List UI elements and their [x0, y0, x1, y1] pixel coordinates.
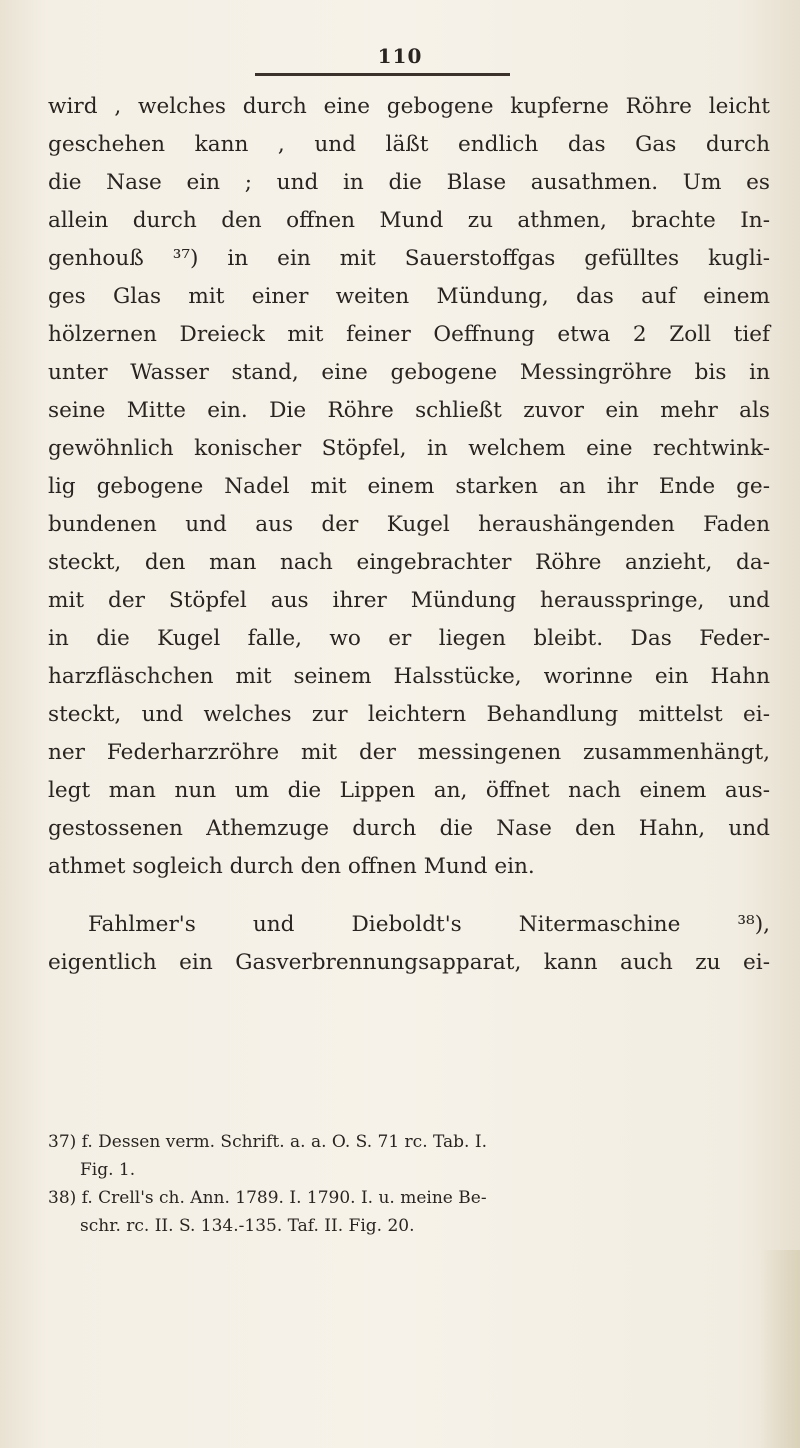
footnotes [48, 1128, 768, 1240]
text-line: allein durch den offnen Mund zu athmen, brachte In- [48, 208, 770, 233]
text-line: in die Kugel falle, wo er liegen bleibt. Das Feder- [48, 626, 770, 651]
text-line: ges Glas mit einer weiten Mündung, das auf einem [48, 284, 770, 309]
header-rule [255, 73, 510, 76]
text-line: ner Federharzröhre mit der messingenen zusammenhängt, [48, 740, 770, 765]
text-line: bundenen und aus der Kugel heraushängenden Faden [48, 512, 770, 537]
footnote-37-continuation: Fig. 1. [80, 1160, 136, 1180]
text-line: eigentlich ein Gasverbrennungsapparat, kann auch zu ei- [48, 950, 770, 975]
text-line: mit der Stöpfel aus ihrer Mündung herausspringe, und [48, 588, 770, 613]
text-line: steckt, und welches zur leichtern Behandlung mittelst ei- [48, 702, 770, 727]
text-line: wird , welches durch eine gebogene kupferne Röhre leicht [48, 94, 770, 119]
text-line: unter Wasser stand, eine gebogene Messingröhre bis in [48, 360, 770, 385]
paragraph-start-line: Fahlmer's und Dieboldt's Nitermaschine ³⁸), [88, 912, 770, 937]
footnote-38: 38) f. Crell's ch. Ann. 1789. I. 1790. I. u. meine Be- [48, 1188, 487, 1208]
text-line: hölzernen Dreieck mit feiner Oeffnung etwa 2 Zoll tief [48, 322, 770, 347]
text-line: steckt, den man nach eingebrachter Röhre anzieht, da- [48, 550, 770, 575]
footnote-38-continuation: schr. rc. II. S. 134.-135. Taf. II. Fig. 20. [80, 1216, 415, 1236]
paper-stain [760, 1250, 800, 1448]
page-number: 110 [377, 44, 423, 68]
text-line: geschehen kann , und läßt endlich das Gas durch [48, 132, 770, 157]
text-line: lig gebogene Nadel mit einem starken an ihr Ende ge- [48, 474, 770, 499]
text-line: genhouß ³⁷) in ein mit Sauerstoffgas gefülltes kugli- [48, 246, 770, 271]
text-line: gewöhnlich konischer Stöpfel, in welchem eine rechtwink- [48, 436, 770, 461]
text-line: gestossenen Athemzuge durch die Nase den Hahn, und [48, 816, 770, 841]
text-line: die Nase ein ; und in die Blase ausathmen. Um es [48, 170, 770, 195]
text-line: athmet sogleich durch den offnen Mund ein. [48, 854, 535, 879]
text-line: harzfläschchen mit seinem Halsstücke, worinne ein Hahn [48, 664, 770, 689]
text-line: legt man nun um die Lippen an, öffnet nach einem aus- [48, 778, 770, 803]
paragraph-gap [48, 886, 770, 906]
body-text [48, 88, 770, 982]
text-line: seine Mitte ein. Die Röhre schließt zuvor ein mehr als [48, 398, 770, 423]
footnote-37: 37) f. Dessen verm. Schrift. a. a. O. S. 71 rc. Tab. I. [48, 1132, 487, 1152]
